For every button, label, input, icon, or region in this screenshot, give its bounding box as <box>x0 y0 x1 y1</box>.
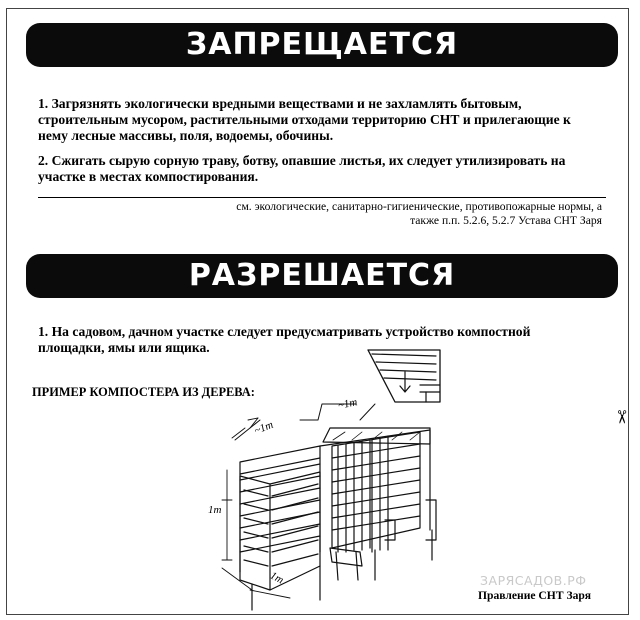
reference-note: см. экологические, санитарно-гигиенические, противопожарные нормы, а также п.п. 5.2.6, 5.2.7 Устава СНТ Заря <box>236 200 602 227</box>
allowed-rule-1: 1. На садовом, дачном участке следует предусматривать устройство компостной площадки, ямы или ящика. <box>38 324 531 355</box>
forbidden-rule-1: 1. Загрязнять экологически вредными веществами и не захламлять бытовым, строительным мусором, растительными отходами территорию СНТ и прилегающие к нему лесные массивы, поля, водоемы, обочины. <box>38 96 571 143</box>
dim-label-bottom: 1m <box>267 569 286 587</box>
detail-inset <box>368 350 440 402</box>
dim-label-top-left: ~1m <box>252 418 275 438</box>
scissors-icon: ✂ <box>610 409 632 425</box>
forbidden-banner: ЗАПРЕЩАЕТСЯ <box>26 23 618 67</box>
signature: Правление СНТ Заря <box>478 589 592 602</box>
forbidden-rule-2: 2. Сжигать сырую сорную траву, ботву, опавшие листья, их следует утилизировать на участке в местах компостирования. <box>38 153 566 184</box>
allowed-banner: РАЗРЕШАЕТСЯ <box>26 254 618 298</box>
composter-box <box>240 428 436 610</box>
dim-label-top-right: ~1m <box>336 396 359 412</box>
example-caption: ПРИМЕР КОМПОСТЕРА ИЗ ДЕРЕВА: <box>32 385 255 399</box>
dim-label-height: 1m <box>208 504 222 516</box>
site-watermark: ЗАРЯСАДОВ.РФ <box>480 573 587 588</box>
